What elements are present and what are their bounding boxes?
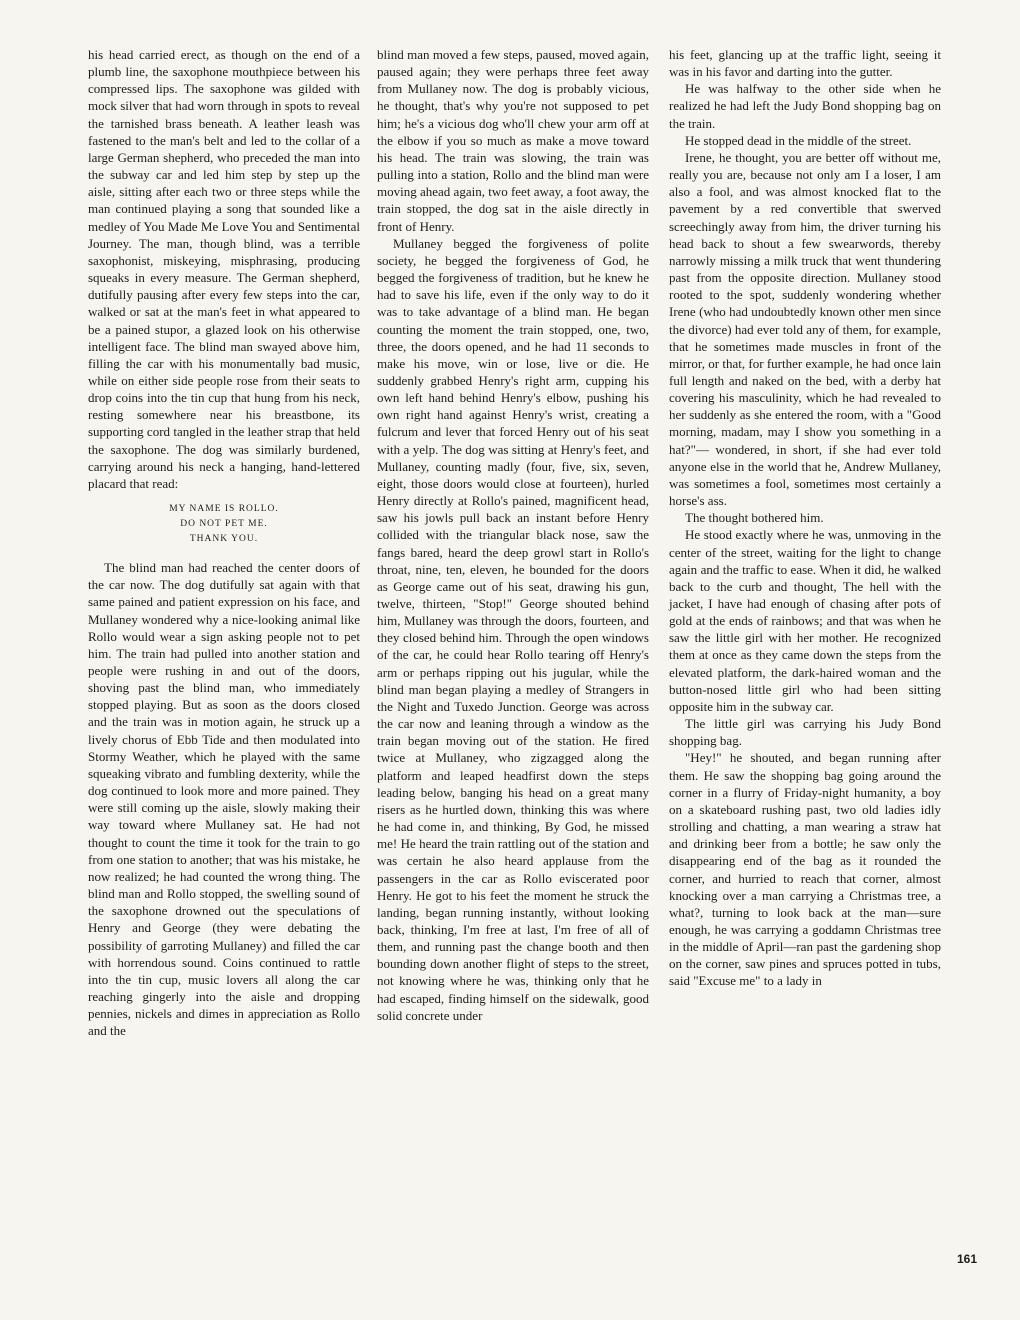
placard-text <box>88 502 360 547</box>
text-column-1 <box>88 46 360 1039</box>
paragraph: Irene, he thought, you are better off without me, really you are, because not only am I a loser, I am also a fool, and was almost knocked flat to the pavement by a red convertible that swerved screechingly away from him, the driver turning his head back to shout a few swearwords, thereby narrowly missing a milk truck that went thundering past from the opposite direction. Mullaney stood rooted to the spot, suddenly wondering whether Irene (who had undoubtedly known other men since the divorce) had ever told any of them, for example, that he sometimes made muscles in front of the mirror, or that, for further example, he had once lain full length and naked on the bed, with a derby hat covering his masculinity, which he had revealed to her suddenly as she entered the room, with a "Good morning, madam, may I show you something in a hat?"— wondered, in short, if she had ever told anyone else in the world that he, Andrew Mullaney, was sometimes a fool, sometimes most certainly a horse's ass. <box>669 149 941 509</box>
paragraph: He stood exactly where he was, unmoving in the center of the street, waiting for the light to change again and the traffic to ease. When it did, he walked back to the curb and thought, The hell with the jacket, I have had enough of chasing after pots of gold at the ends of rainbows; and that was when he saw the little girl with her mother. He recognized them at once as they came down the steps from the elevated platform, the dark-haired woman and the button-nosed little girl who had been sitting opposite him in the subway car. <box>669 527 941 714</box>
paragraph: his feet, glancing up at the traffic light, seeing it was in his favor and darting into the gutter. <box>669 47 941 80</box>
page-number: 161 <box>957 1252 978 1266</box>
paragraph: The blind man had reached the center doors of the car now. The dog dutifully sat again with that same pained and patient expression on his face, and Mullaney wondered why a nice-looking animal like Rollo would wear a sign asking people not to pet him. The train had pulled into another station and people were rushing in and out of the doors, shoving past the blind man, who immediately stopped playing. But as soon as the doors closed and the train was in motion again, he struck up a lively chorus of Ebb Tide and then modulated into Stormy Weather, which he played with the same squeaking vibrato and fumbling dexterity, while the dog continued to look more and more pained. They were still coming up the aisle, slowly making their way toward where Mullaney sat. He had not thought to count the time it took for the train to go from one station to another; that was his mistake, he now realized; he had counted the wrong thing. The blind man and Rollo stopped, the swelling sound of the saxophone drowned out the speculations of Henry and George (they were debating the possibility of garroting Mullaney) and filled the car with horrendous sound. Coins continued to rattle into the tin cup, music lovers all along the car reaching gingerly into the aisle and dropping pennies, nickels and dimes in appreciation as Rollo and the <box>88 560 360 1039</box>
placard-line: THANK YOU. <box>189 534 259 545</box>
paragraph: Mullaney begged the forgiveness of polite society, he begged the forgiveness of God, he begged the forgiveness of tradition, but he knew he had to save his life, even if the only way to do it was to take advantage of a blind man. He began counting the moment the train stopped, one, two, three, the doors opened, and he had 11 seconds to make his move, win or lose, live or die. He suddenly grabbed Henry's right arm, cupping his own left hand behind Henry's elbow, pushing his own right hand against Henry's wrist, creating a fulcrum and lever that forced Henry out of his seat with a yelp. The dog was sitting at Henry's feet, and Mullaney, counting madly (four, five, six, seven, eight, those doors would close at fourteen), hurled Henry directly at Rollo's pained, magnificent head, saw his jowls pull back an instant before Henry collided with the triangular black nose, saw the fangs bared, heard the deep growl start in Rollo's throat, nine, ten, eleven, he bounded for the doors as George came out of his seat, drawing his gun, twelve, thirteen, "Stop!" George shouted behind him, Mullaney was through the doors, fourteen, and they closed behind him. Through the open windows of the car, he could hear Rollo tearing off Henry's arm or perhaps ripping out his jugular, while the blind man began playing a medley of Strangers in the Night and Tuxedo Junction. George was across the car now and leaning through a window as the train began moving out of the station. He fired twice at Mullaney, who zigzagged along the platform and leaped headfirst down the steps leading below, banging his head on a great many risers as he hurtled down, thinking this was where he had come in, and thinking, By God, he missed me! He heard the train rattling out of the station and was certain he also heard applause from the passengers in the car as Rollo eviscerated poor Henry. He got to his feet the moment he struck the landing, began running instantly, without looking back, thinking, I'm free at last, I'm free of all of them, and running past the change booth and then bounding down another flight of steps to the street, not knowing where he was, thinking only that he had escaped, finding himself on the sidewalk, good solid concrete under <box>377 235 649 1023</box>
placard-line: MY NAME IS ROLLO. <box>169 504 279 515</box>
paragraph: He was halfway to the other side when he realized he had left the Judy Bond shopping bag on the train. <box>669 81 941 131</box>
paragraph: his head carried erect, as though on the end of a plumb line, the saxophone mouthpiece between his compressed lips. The saxophone was gilded with mock silver that had worn through in spots to reveal the tarnished brass beneath. A leather leash was fastened to the man's belt and led to the collar of a large German shepherd, who preceded the man into the subway car and led him step by step up the aisle, sitting after each two or three steps while the man continued playing a song that sounded like a medley of You Made Me Love You and Sentimental Journey. The man, though blind, was a terrible saxophonist, miskeying, misphrasing, producing squeaks in every measure. The German shepherd, dutifully pausing after every few steps into the car, walked or sat at the man's feet in what appeared to be a pained stupor, a glazed look on his otherwise intelligent face. The blind man swayed above him, filling the car with his monumentally bad music, while on either side people rose from their seats to drop coins into the tin cup that hung from his neck, resting somewhere near his breastbone, its supporting cord tangled in the leather strap that held the saxophone. The dog was similarly burdened, carrying around his neck a hanging, hand-lettered placard that read: <box>88 47 360 491</box>
paragraph: He stopped dead in the middle of the street. <box>685 132 912 148</box>
placard-line: DO NOT PET ME. <box>180 519 268 530</box>
paragraph: "Hey!" he shouted, and began running after them. He saw the shopping bag going around the corner in a flurry of Friday-night humanity, a boy on a skateboard rushing past, two old ladies idly strolling and chatting, a man wearing a straw hat and drinking beer from a bottle; he saw only the disappearing end of the bag as it rounded the corner, and hurried to reach that corner, almost knocking over a man carrying a Christmas tree, a what?, turning to look back at the man—sure enough, he was carrying a goddamn Christmas tree in the middle of April—ran past the gardening shop on the corner, saw pines and spruces potted in tubs, said "Excuse me" to a lady in <box>669 750 941 989</box>
paragraph: The thought bothered him. <box>685 510 824 526</box>
text-column-3 <box>669 46 941 990</box>
paragraph: blind man moved a few steps, paused, moved again, paused again; they were perhaps three feet away from Mullaney now. The dog is probably vicious, he thought, that's why you're not supposed to pet him; he's a vicious dog who'll chew your arm off at the elbow if you so much as make a move toward his head. The train was slowing, the train was pulling into a station, Rollo and the blind man were moving ahead again, two feet away, a foot away, the train stopped, the dog sat in the aisle directly in front of Henry. <box>377 47 649 234</box>
paragraph: The little girl was carrying his Judy Bond shopping bag. <box>669 716 941 749</box>
text-column-2 <box>377 46 649 1024</box>
